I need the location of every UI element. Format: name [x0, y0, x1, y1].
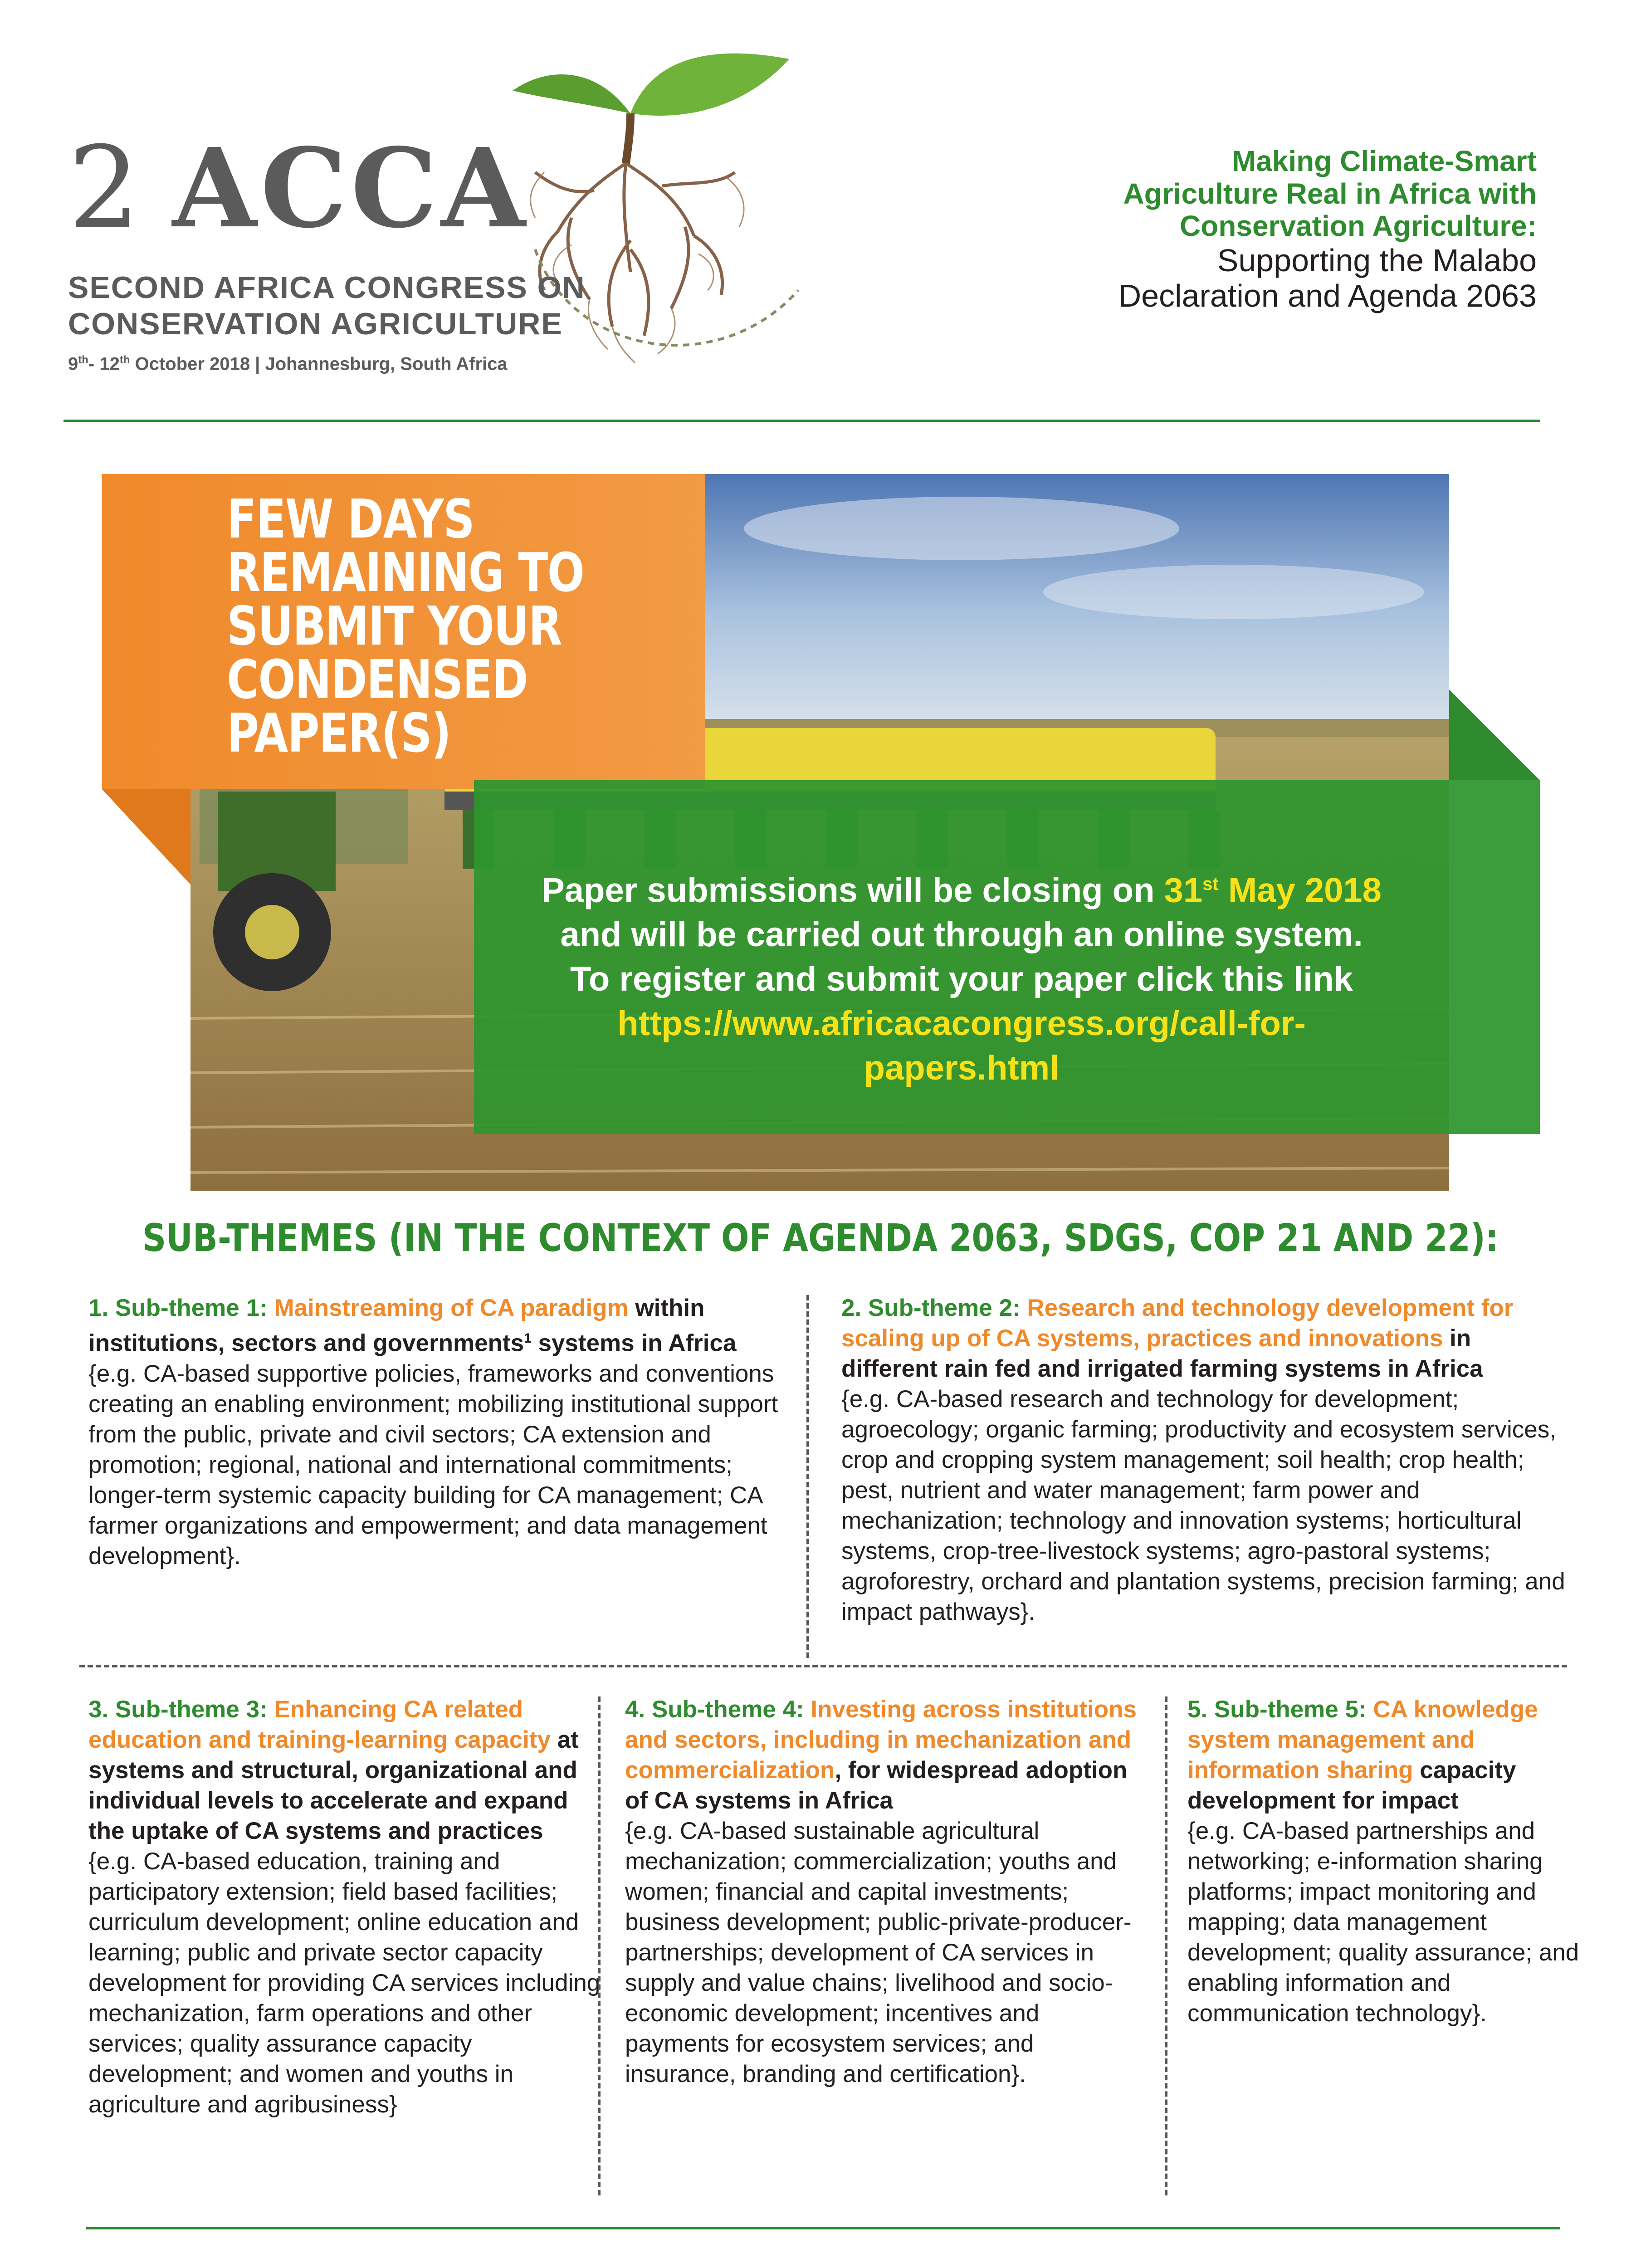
- congress-tagline: Making Climate-Smart Agriculture Real in Africa with Conservation Agriculture: Supporting the Malabo Declaration and Agenda 2063: [1118, 145, 1537, 314]
- subtheme-2: 2. Sub-theme 2: Research and technology development for scaling up of CA systems, practices and innovations in different rain fed and irrigated farming systems in Africa {e.g. CA-based research and technology for development; agroecology; organic farming; productivity and ecosystem services, crop and cropping system management; soil health; crop health; pest, nutrient and water management; farm power and mechanization; technology and innovation systems; horticultural systems, crop-tree-livestock systems; agro-pastoral systems; agroforestry, orchard and plantation systems, precision farming; and impact pathways}.: [841, 1295, 1565, 1625]
- congress-logo: [0, 0, 816, 408]
- logo-acronym: ACCA: [172, 124, 529, 252]
- column-divider: [806, 1295, 809, 1658]
- orange-fold-shape: [102, 789, 190, 885]
- row-divider: [79, 1665, 1567, 1667]
- subtheme-5: 5. Sub-theme 5: CA knowledge system management and information sharing capacity development for impact {e.g. CA-based partnerships and networking; e-information sharing platforms; impact monitoring and mapping; data management development; quality assurance; and enabling information and communication technology}.: [1187, 1696, 1579, 2027]
- call-for-papers-link-cont[interactable]: papers.html: [864, 1049, 1060, 1088]
- subtheme-1: 1. Sub-theme 1: Mainstreaming of CA paradigm within institutions, sectors and governments$^1$ systems in Africa {e.g. CA-based supportive policies, frameworks and conventions creating an enabling environment; mobilizing institutional support from the public, private and civil sectors; CA extension and promotion; regional, national and international commitments; longer-term systemic capacity building for CA management; CA farmer organizations and empowerment; and data management development}.: [88, 1295, 778, 1569]
- call-for-papers-link[interactable]: https://www.africacacongress.org/call-for-: [617, 1004, 1306, 1043]
- subtheme-4: 4. Sub-theme 4: Investing across institutions and sectors, including in mechanization and commercialization, for widespread adoption of CA systems in Africa {e.g. CA-based sustainable agricultural mechanization; commercialization; youths and women; financial and capital investments; business development; public-private-producer-partnerships; development of CA services in supply and value chains; livelihood and socio-economic development; incentives and payments for ecosystem services; and insurance, branding and certification}.: [625, 1696, 1137, 2087]
- banner-headline: FEW DAYS REMAINING TO SUBMIT YOUR CONDENSED PAPER(S): [227, 488, 584, 764]
- subtheme-3: 3. Sub-theme 3: Enhancing CA related education and training-learning capacity at systems and structural, organizational and individual levels to accelerate and expand the uptake of CA systems and practices {e.g. CA-based education, training and participatory extension; field based facilities; curriculum development; online education and learning; public and private sector capacity development for providing CA services including mechanization, farm operations and other services; quality assurance capacity development; and women and youths in agriculture and agribusiness}: [88, 1696, 601, 2118]
- subthemes-heading: SUB-THEMES (IN THE CONTEXT OF AGENDA 2063, SDGS, COP 21 AND 22):: [142, 1216, 1499, 1260]
- logos-divider: [86, 2227, 1560, 2229]
- logo-number: 2: [68, 122, 138, 254]
- logo-subtitle-line2: CONSERVATION AGRICULTURE: [68, 307, 563, 341]
- column-divider: [598, 1696, 601, 2195]
- header-divider: [63, 420, 1540, 422]
- column-divider: [1165, 1696, 1167, 2195]
- event-date-location: 9th- 12th October 2018 | Johannesburg, South Africa: [68, 354, 508, 374]
- green-fold-shape: [1449, 689, 1540, 780]
- logo-subtitle-line1: SECOND AFRICA CONGRESS ON: [68, 270, 586, 305]
- submission-info-text: Paper submissions will be closing on 31st May 2018 and will be carried out through an online system. To register and submit your paper click this link https://www.africacacongress.org/call-for- papers.html: [474, 862, 1449, 1090]
